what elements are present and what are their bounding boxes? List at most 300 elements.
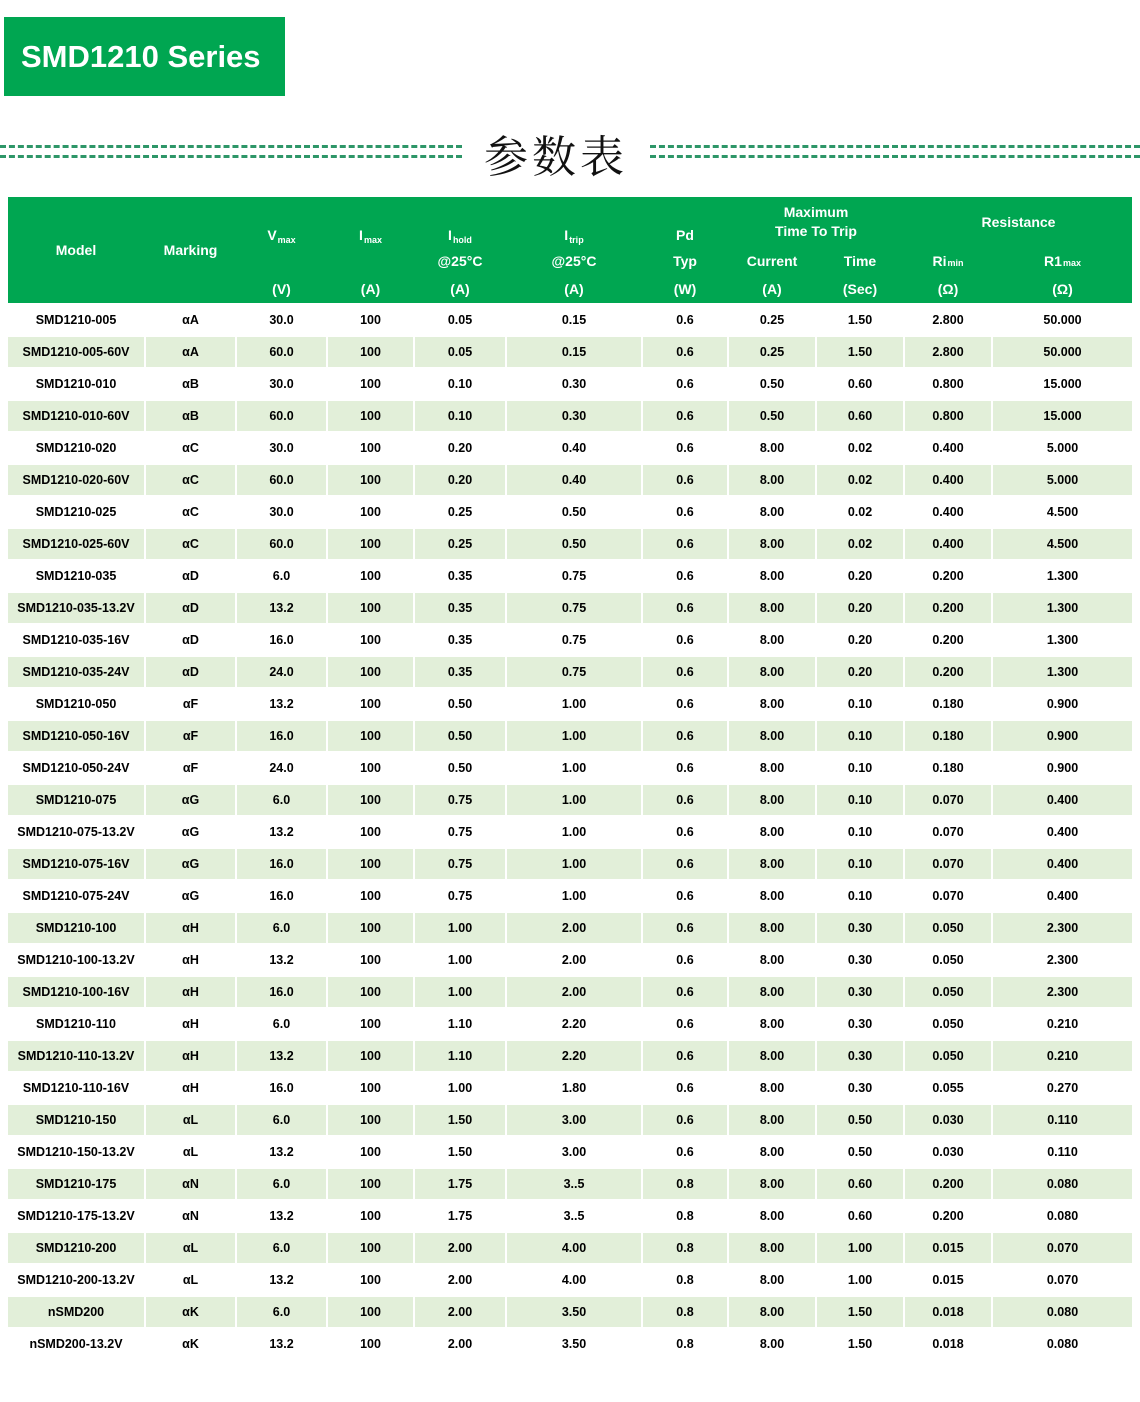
- cell-model-row-14: SMD1210-050-16V: [8, 721, 144, 751]
- cell-itrip-row-7: 0.50: [507, 497, 641, 527]
- cell-itrip-row-33: 3.50: [507, 1329, 641, 1359]
- cell-marking-row-20: αH: [146, 913, 235, 943]
- cell-model-row-2: SMD1210-005-60V: [8, 337, 144, 367]
- cell-vmax-row-12: 24.0: [237, 657, 326, 687]
- cell-model-row-20: SMD1210-100: [8, 913, 144, 943]
- parameters-table: [8, 197, 1132, 1359]
- cell-marking-row-28: αN: [146, 1169, 235, 1199]
- cell-trip-time-row-17: 0.10: [817, 817, 903, 847]
- cell-r1-max-row-1: 50.000: [993, 305, 1132, 335]
- cell-r1-max-row-2: 50.000: [993, 337, 1132, 367]
- cell-marking-row-4: αB: [146, 401, 235, 431]
- cell-imax-row-31: 100: [328, 1265, 413, 1295]
- cell-model-row-6: SMD1210-020-60V: [8, 465, 144, 495]
- cell-ihold-row-9: 0.35: [415, 561, 505, 591]
- cell-model-row-21: SMD1210-100-13.2V: [8, 945, 144, 975]
- cell-model-row-15: SMD1210-050-24V: [8, 753, 144, 783]
- table-header: [8, 197, 1132, 303]
- cell-r1-max-row-18: 0.400: [993, 849, 1132, 879]
- cell-vmax-row-27: 13.2: [237, 1137, 326, 1167]
- cell-itrip-row-10: 0.75: [507, 593, 641, 623]
- cell-ihold-row-8: 0.25: [415, 529, 505, 559]
- cell-itrip-row-2: 0.15: [507, 337, 641, 367]
- cell-vmax-row-24: 13.2: [237, 1041, 326, 1071]
- cell-ri-min-row-2: 2.800: [905, 337, 991, 367]
- cell-ri-min-row-31: 0.015: [905, 1265, 991, 1295]
- cell-pd-row-27: 0.6: [643, 1137, 727, 1167]
- ihold-condition: @25°C: [437, 253, 483, 269]
- cell-r1-max-row-20: 2.300: [993, 913, 1132, 943]
- cell-itrip-row-4: 0.30: [507, 401, 641, 431]
- cell-pd-row-25: 0.6: [643, 1073, 727, 1103]
- cell-ihold-row-20: 1.00: [415, 913, 505, 943]
- cell-imax-row-17: 100: [328, 817, 413, 847]
- cell-imax-row-1: 100: [328, 305, 413, 335]
- cell-r1-max-row-28: 0.080: [993, 1169, 1132, 1199]
- cell-ri-min-row-30: 0.015: [905, 1233, 991, 1263]
- r1-max-subscript: max: [1062, 257, 1081, 268]
- imax-unit: (A): [360, 281, 381, 297]
- cell-r1-max-row-10: 1.300: [993, 593, 1132, 623]
- cell-itrip-row-24: 2.20: [507, 1041, 641, 1071]
- ihold-subscript: hold: [452, 235, 472, 245]
- cell-r1-max-row-22: 2.300: [993, 977, 1132, 1007]
- vmax-subscript: max: [277, 235, 296, 245]
- cell-ri-min-row-16: 0.070: [905, 785, 991, 815]
- cell-trip-time-row-12: 0.20: [817, 657, 903, 687]
- cell-imax-row-7: 100: [328, 497, 413, 527]
- cell-trip-current-row-25: 8.00: [729, 1073, 815, 1103]
- cell-vmax-row-20: 6.0: [237, 913, 326, 943]
- cell-ri-min-row-25: 0.055: [905, 1073, 991, 1103]
- cell-vmax-row-28: 6.0: [237, 1169, 326, 1199]
- pd-typ-label: Typ: [673, 253, 697, 269]
- cell-trip-current-row-20: 8.00: [729, 913, 815, 943]
- cell-model-row-33: nSMD200-13.2V: [8, 1329, 144, 1359]
- cell-vmax-row-16: 6.0: [237, 785, 326, 815]
- cell-ri-min-row-18: 0.070: [905, 849, 991, 879]
- cell-vmax-row-3: 30.0: [237, 369, 326, 399]
- cell-imax-row-29: 100: [328, 1201, 413, 1231]
- cell-ihold-row-5: 0.20: [415, 433, 505, 463]
- cell-trip-time-row-29: 0.60: [817, 1201, 903, 1231]
- cell-r1-max-row-6: 5.000: [993, 465, 1132, 495]
- cell-pd-row-9: 0.6: [643, 561, 727, 591]
- cell-vmax-row-7: 30.0: [237, 497, 326, 527]
- cell-trip-current-row-5: 8.00: [729, 433, 815, 463]
- cell-pd-row-30: 0.8: [643, 1233, 727, 1263]
- cell-ri-min-row-13: 0.180: [905, 689, 991, 719]
- cell-trip-time-row-19: 0.10: [817, 881, 903, 911]
- cell-ihold-row-4: 0.10: [415, 401, 505, 431]
- cell-ihold-row-11: 0.35: [415, 625, 505, 655]
- pd-symbol: Pd: [676, 227, 694, 243]
- cell-vmax-row-2: 60.0: [237, 337, 326, 367]
- cell-trip-time-row-9: 0.20: [817, 561, 903, 591]
- cell-trip-time-row-6: 0.02: [817, 465, 903, 495]
- cell-ri-min-row-33: 0.018: [905, 1329, 991, 1359]
- cell-itrip-row-16: 1.00: [507, 785, 641, 815]
- cell-r1-max-row-17: 0.400: [993, 817, 1132, 847]
- cell-itrip-row-1: 0.15: [507, 305, 641, 335]
- cell-model-row-29: SMD1210-175-13.2V: [8, 1201, 144, 1231]
- itrip-subscript: trip: [569, 235, 584, 245]
- cell-ihold-row-17: 0.75: [415, 817, 505, 847]
- section-separator: [0, 120, 1140, 196]
- cell-vmax-row-13: 13.2: [237, 689, 326, 719]
- dashed-rule-right: [650, 145, 1140, 158]
- cell-itrip-row-9: 0.75: [507, 561, 641, 591]
- cell-r1-max-row-26: 0.110: [993, 1105, 1132, 1135]
- cell-r1-max-row-24: 0.210: [993, 1041, 1132, 1071]
- cell-marking-row-23: αH: [146, 1009, 235, 1039]
- cell-model-row-5: SMD1210-020: [8, 433, 144, 463]
- r1-max-label: [993, 247, 1132, 275]
- cell-r1-max-row-15: 0.900: [993, 753, 1132, 783]
- r1-max-symbol: R1: [1044, 253, 1062, 269]
- cell-imax-row-21: 100: [328, 945, 413, 975]
- cell-ri-min-row-14: 0.180: [905, 721, 991, 751]
- cell-imax-row-20: 100: [328, 913, 413, 943]
- cell-marking-row-7: αC: [146, 497, 235, 527]
- cell-ri-min-row-1: 2.800: [905, 305, 991, 335]
- cell-trip-time-row-27: 0.50: [817, 1137, 903, 1167]
- cell-trip-time-row-21: 0.30: [817, 945, 903, 975]
- cell-model-row-9: SMD1210-035: [8, 561, 144, 591]
- cell-pd-row-23: 0.6: [643, 1009, 727, 1039]
- cell-itrip-row-30: 4.00: [507, 1233, 641, 1263]
- ihold-unit: (A): [450, 281, 470, 297]
- cell-trip-current-row-11: 8.00: [729, 625, 815, 655]
- cell-model-row-24: SMD1210-110-13.2V: [8, 1041, 144, 1071]
- cell-itrip-row-20: 2.00: [507, 913, 641, 943]
- cell-trip-current-row-32: 8.00: [729, 1297, 815, 1327]
- cell-imax-row-30: 100: [328, 1233, 413, 1263]
- cell-trip-current-row-28: 8.00: [729, 1169, 815, 1199]
- cell-imax-row-6: 100: [328, 465, 413, 495]
- cell-trip-current-row-13: 8.00: [729, 689, 815, 719]
- cell-ri-min-row-6: 0.400: [905, 465, 991, 495]
- cell-r1-max-row-29: 0.080: [993, 1201, 1132, 1231]
- cell-trip-current-row-6: 8.00: [729, 465, 815, 495]
- ri-min-label: [905, 247, 991, 275]
- cell-trip-time-row-13: 0.10: [817, 689, 903, 719]
- trip-time-label: Time: [843, 253, 877, 269]
- max-time-to-trip-line1: Maximum: [783, 204, 849, 220]
- cell-ri-min-row-27: 0.030: [905, 1137, 991, 1167]
- cell-itrip-row-25: 1.80: [507, 1073, 641, 1103]
- cell-model-row-22: SMD1210-100-16V: [8, 977, 144, 1007]
- cell-vmax-row-29: 13.2: [237, 1201, 326, 1231]
- cell-trip-current-row-15: 8.00: [729, 753, 815, 783]
- cell-vmax-row-25: 16.0: [237, 1073, 326, 1103]
- cell-imax-row-9: 100: [328, 561, 413, 591]
- cell-trip-current-row-8: 8.00: [729, 529, 815, 559]
- cell-vmax-row-23: 6.0: [237, 1009, 326, 1039]
- cell-vmax-row-33: 13.2: [237, 1329, 326, 1359]
- cell-itrip-row-31: 4.00: [507, 1265, 641, 1295]
- cell-pd-row-24: 0.6: [643, 1041, 727, 1071]
- cell-trip-current-row-27: 8.00: [729, 1137, 815, 1167]
- cell-vmax-row-17: 13.2: [237, 817, 326, 847]
- cell-trip-current-row-2: 0.25: [729, 337, 815, 367]
- cell-pd-row-33: 0.8: [643, 1329, 727, 1359]
- cell-r1-max-row-21: 2.300: [993, 945, 1132, 975]
- cell-itrip-row-3: 0.30: [507, 369, 641, 399]
- imax-subscript: max: [363, 235, 382, 245]
- cell-trip-time-row-11: 0.20: [817, 625, 903, 655]
- cell-trip-current-row-4: 0.50: [729, 401, 815, 431]
- cell-imax-row-19: 100: [328, 881, 413, 911]
- cell-imax-row-15: 100: [328, 753, 413, 783]
- cell-pd-row-21: 0.6: [643, 945, 727, 975]
- cell-ri-min-row-8: 0.400: [905, 529, 991, 559]
- cell-ihold-row-16: 0.75: [415, 785, 505, 815]
- series-badge: [4, 17, 285, 96]
- cell-itrip-row-22: 2.00: [507, 977, 641, 1007]
- cell-pd-row-26: 0.6: [643, 1105, 727, 1135]
- cell-trip-current-row-30: 8.00: [729, 1233, 815, 1263]
- cell-itrip-row-32: 3.50: [507, 1297, 641, 1327]
- cell-marking-row-6: αC: [146, 465, 235, 495]
- cell-pd-row-28: 0.8: [643, 1169, 727, 1199]
- cell-vmax-row-31: 13.2: [237, 1265, 326, 1295]
- cell-trip-current-row-29: 8.00: [729, 1201, 815, 1231]
- max-time-to-trip-line2: Time To Trip: [775, 223, 857, 239]
- cell-itrip-row-13: 1.00: [507, 689, 641, 719]
- cell-model-row-7: SMD1210-025: [8, 497, 144, 527]
- cell-r1-max-row-12: 1.300: [993, 657, 1132, 687]
- cell-trip-current-row-14: 8.00: [729, 721, 815, 751]
- cell-pd-row-16: 0.6: [643, 785, 727, 815]
- cell-pd-row-12: 0.6: [643, 657, 727, 687]
- cell-imax-row-10: 100: [328, 593, 413, 623]
- cell-ihold-row-18: 0.75: [415, 849, 505, 879]
- cell-marking-row-24: αH: [146, 1041, 235, 1071]
- cell-vmax-row-8: 60.0: [237, 529, 326, 559]
- cell-marking-row-14: αF: [146, 721, 235, 751]
- cell-trip-current-row-21: 8.00: [729, 945, 815, 975]
- column-header-pd: [643, 197, 727, 247]
- cell-itrip-row-28: 3..5: [507, 1169, 641, 1199]
- cell-r1-max-row-16: 0.400: [993, 785, 1132, 815]
- cell-model-row-17: SMD1210-075-13.2V: [8, 817, 144, 847]
- cell-vmax-row-4: 60.0: [237, 401, 326, 431]
- cell-vmax-row-21: 13.2: [237, 945, 326, 975]
- cell-r1-max-row-8: 4.500: [993, 529, 1132, 559]
- cell-marking-row-27: αL: [146, 1137, 235, 1167]
- ri-min-subscript: min: [947, 257, 964, 268]
- cell-ihold-row-32: 2.00: [415, 1297, 505, 1327]
- section-title: 参数表: [484, 132, 628, 183]
- cell-ihold-row-13: 0.50: [415, 689, 505, 719]
- cell-ihold-row-7: 0.25: [415, 497, 505, 527]
- cell-r1-max-row-5: 5.000: [993, 433, 1132, 463]
- column-header-vmax: [237, 197, 326, 247]
- trip-current-unit: (A): [762, 281, 782, 297]
- cell-imax-row-28: 100: [328, 1169, 413, 1199]
- cell-marking-row-9: αD: [146, 561, 235, 591]
- vmax-symbol: V: [267, 227, 277, 243]
- cell-r1-max-row-31: 0.070: [993, 1265, 1132, 1295]
- cell-pd-row-1: 0.6: [643, 305, 727, 335]
- cell-trip-current-row-22: 8.00: [729, 977, 815, 1007]
- r1-max-unit: (Ω): [1052, 281, 1073, 297]
- cell-ri-min-row-26: 0.030: [905, 1105, 991, 1135]
- cell-trip-current-row-26: 8.00: [729, 1105, 815, 1135]
- cell-itrip-row-21: 2.00: [507, 945, 641, 975]
- cell-trip-current-row-3: 0.50: [729, 369, 815, 399]
- cell-ihold-row-24: 1.10: [415, 1041, 505, 1071]
- cell-trip-time-row-26: 0.50: [817, 1105, 903, 1135]
- cell-trip-time-row-25: 0.30: [817, 1073, 903, 1103]
- cell-pd-row-17: 0.6: [643, 817, 727, 847]
- cell-itrip-row-6: 0.40: [507, 465, 641, 495]
- cell-trip-time-row-8: 0.02: [817, 529, 903, 559]
- cell-vmax-row-6: 60.0: [237, 465, 326, 495]
- cell-pd-row-31: 0.8: [643, 1265, 727, 1295]
- cell-itrip-row-17: 1.00: [507, 817, 641, 847]
- itrip-symbol: I: [564, 227, 569, 243]
- cell-ri-min-row-19: 0.070: [905, 881, 991, 911]
- cell-marking-row-17: αG: [146, 817, 235, 847]
- cell-itrip-row-11: 0.75: [507, 625, 641, 655]
- cell-trip-time-row-14: 0.10: [817, 721, 903, 751]
- cell-pd-row-18: 0.6: [643, 849, 727, 879]
- cell-imax-row-25: 100: [328, 1073, 413, 1103]
- trip-current-label: Current: [746, 253, 798, 269]
- column-header-itrip: [507, 197, 641, 247]
- cell-imax-row-33: 100: [328, 1329, 413, 1359]
- cell-model-row-10: SMD1210-035-13.2V: [8, 593, 144, 623]
- cell-pd-row-5: 0.6: [643, 433, 727, 463]
- cell-trip-time-row-2: 1.50: [817, 337, 903, 367]
- cell-imax-row-4: 100: [328, 401, 413, 431]
- cell-vmax-row-10: 13.2: [237, 593, 326, 623]
- cell-vmax-row-19: 16.0: [237, 881, 326, 911]
- cell-ri-min-row-22: 0.050: [905, 977, 991, 1007]
- cell-model-row-4: SMD1210-010-60V: [8, 401, 144, 431]
- cell-ihold-row-10: 0.35: [415, 593, 505, 623]
- cell-ihold-row-26: 1.50: [415, 1105, 505, 1135]
- cell-marking-row-29: αN: [146, 1201, 235, 1231]
- cell-imax-row-18: 100: [328, 849, 413, 879]
- column-header-marking: Marking: [163, 242, 218, 258]
- cell-model-row-26: SMD1210-150: [8, 1105, 144, 1135]
- cell-ri-min-row-28: 0.200: [905, 1169, 991, 1199]
- cell-itrip-row-12: 0.75: [507, 657, 641, 687]
- cell-imax-row-5: 100: [328, 433, 413, 463]
- cell-model-row-23: SMD1210-110: [8, 1009, 144, 1039]
- cell-r1-max-row-13: 0.900: [993, 689, 1132, 719]
- cell-ihold-row-28: 1.75: [415, 1169, 505, 1199]
- cell-imax-row-8: 100: [328, 529, 413, 559]
- cell-ri-min-row-12: 0.200: [905, 657, 991, 687]
- cell-ri-min-row-17: 0.070: [905, 817, 991, 847]
- cell-trip-time-row-20: 0.30: [817, 913, 903, 943]
- cell-marking-row-2: αA: [146, 337, 235, 367]
- cell-ihold-row-14: 0.50: [415, 721, 505, 751]
- cell-r1-max-row-27: 0.110: [993, 1137, 1132, 1167]
- cell-vmax-row-1: 30.0: [237, 305, 326, 335]
- column-group-max-time-to-trip: [729, 197, 903, 247]
- cell-trip-time-row-1: 1.50: [817, 305, 903, 335]
- cell-trip-current-row-12: 8.00: [729, 657, 815, 687]
- dashed-rule-left: [0, 145, 462, 158]
- cell-itrip-row-27: 3.00: [507, 1137, 641, 1167]
- cell-model-row-27: SMD1210-150-13.2V: [8, 1137, 144, 1167]
- cell-trip-current-row-1: 0.25: [729, 305, 815, 335]
- cell-vmax-row-14: 16.0: [237, 721, 326, 751]
- cell-pd-row-11: 0.6: [643, 625, 727, 655]
- cell-model-row-25: SMD1210-110-16V: [8, 1073, 144, 1103]
- cell-model-row-30: SMD1210-200: [8, 1233, 144, 1263]
- cell-ri-min-row-10: 0.200: [905, 593, 991, 623]
- cell-trip-time-row-28: 0.60: [817, 1169, 903, 1199]
- cell-ihold-row-22: 1.00: [415, 977, 505, 1007]
- cell-ihold-row-15: 0.50: [415, 753, 505, 783]
- cell-marking-row-33: αK: [146, 1329, 235, 1359]
- cell-r1-max-row-32: 0.080: [993, 1297, 1132, 1327]
- cell-ihold-row-12: 0.35: [415, 657, 505, 687]
- cell-vmax-row-9: 6.0: [237, 561, 326, 591]
- cell-ihold-row-1: 0.05: [415, 305, 505, 335]
- ri-min-unit: (Ω): [937, 281, 959, 297]
- cell-imax-row-32: 100: [328, 1297, 413, 1327]
- trip-time-unit: (Sec): [842, 281, 878, 297]
- cell-marking-row-25: αH: [146, 1073, 235, 1103]
- cell-itrip-row-19: 1.00: [507, 881, 641, 911]
- cell-trip-time-row-3: 0.60: [817, 369, 903, 399]
- cell-ri-min-row-5: 0.400: [905, 433, 991, 463]
- cell-trip-current-row-16: 8.00: [729, 785, 815, 815]
- column-header-imax: [328, 197, 413, 247]
- cell-marking-row-19: αG: [146, 881, 235, 911]
- cell-trip-time-row-33: 1.50: [817, 1329, 903, 1359]
- ihold-symbol: I: [448, 227, 452, 243]
- series-badge-title: SMD1210 Series: [21, 38, 261, 74]
- cell-pd-row-32: 0.8: [643, 1297, 727, 1327]
- cell-itrip-row-18: 1.00: [507, 849, 641, 879]
- cell-r1-max-row-3: 15.000: [993, 369, 1132, 399]
- cell-ihold-row-29: 1.75: [415, 1201, 505, 1231]
- cell-trip-time-row-30: 1.00: [817, 1233, 903, 1263]
- cell-pd-row-14: 0.6: [643, 721, 727, 751]
- cell-vmax-row-30: 6.0: [237, 1233, 326, 1263]
- cell-trip-time-row-22: 0.30: [817, 977, 903, 1007]
- column-header-ihold: [415, 197, 505, 247]
- cell-pd-row-10: 0.6: [643, 593, 727, 623]
- pd-unit: (W): [673, 281, 697, 297]
- cell-imax-row-11: 100: [328, 625, 413, 655]
- cell-ihold-row-2: 0.05: [415, 337, 505, 367]
- cell-marking-row-31: αL: [146, 1265, 235, 1295]
- cell-itrip-row-23: 2.20: [507, 1009, 641, 1039]
- cell-ri-min-row-20: 0.050: [905, 913, 991, 943]
- cell-r1-max-row-7: 4.500: [993, 497, 1132, 527]
- cell-r1-max-row-19: 0.400: [993, 881, 1132, 911]
- cell-imax-row-14: 100: [328, 721, 413, 751]
- cell-marking-row-21: αH: [146, 945, 235, 975]
- cell-marking-row-13: αF: [146, 689, 235, 719]
- cell-marking-row-10: αD: [146, 593, 235, 623]
- cell-imax-row-12: 100: [328, 657, 413, 687]
- cell-trip-time-row-24: 0.30: [817, 1041, 903, 1071]
- cell-r1-max-row-11: 1.300: [993, 625, 1132, 655]
- cell-trip-current-row-9: 8.00: [729, 561, 815, 591]
- column-group-resistance: [905, 197, 1132, 247]
- cell-imax-row-24: 100: [328, 1041, 413, 1071]
